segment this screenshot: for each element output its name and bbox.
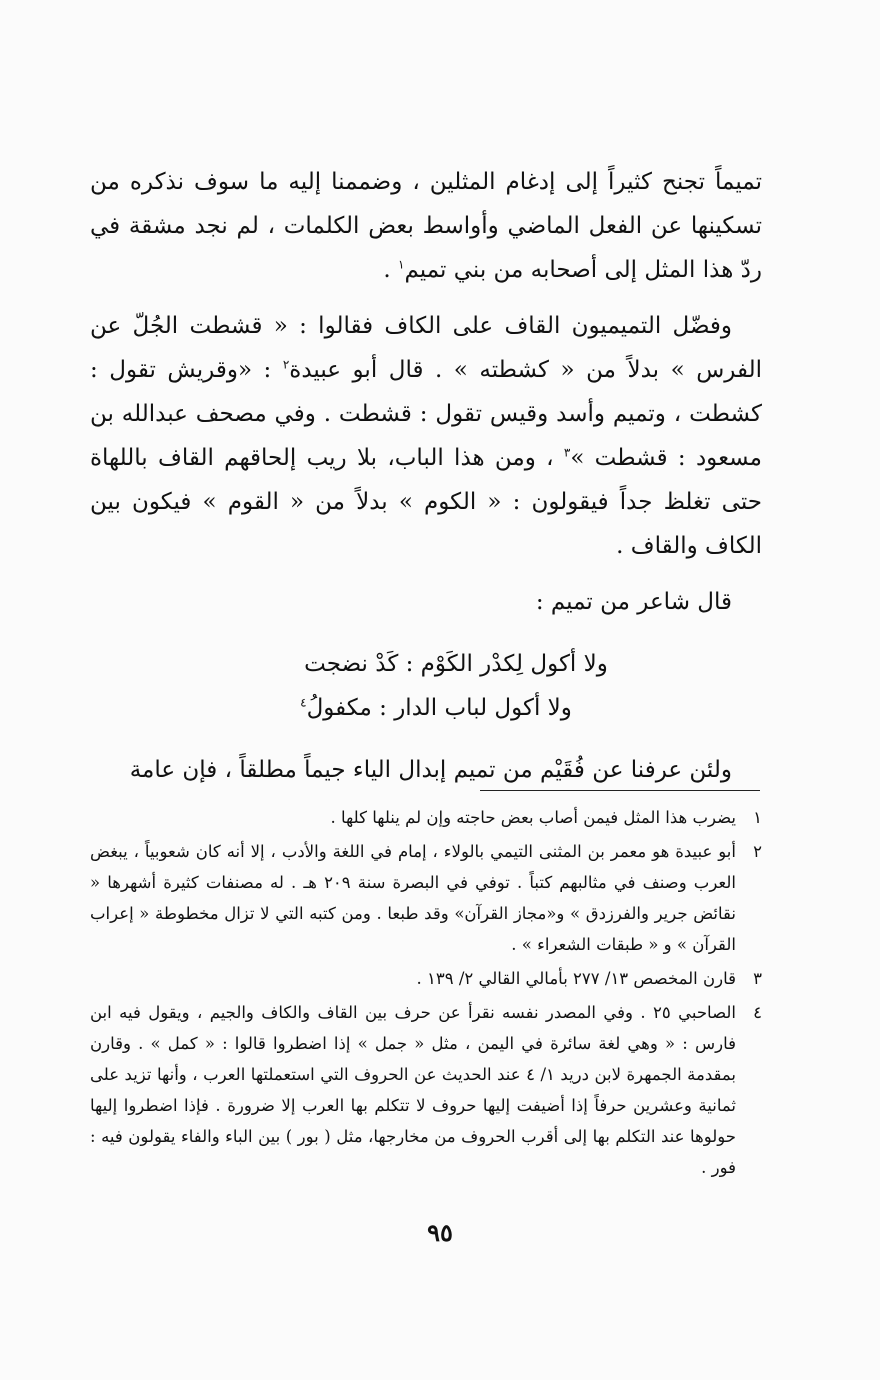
verse-line-1: ولا أكول لِكدْر الكَوْم : كَدْ نضجت: [304, 651, 608, 677]
footnote-number: ٤: [753, 1003, 762, 1022]
paragraph-2: وفضّل التميميون القاف على الكاف فقالوا : « قشطت الجُلّ عن الفرس » بدلاً من « كشطته » . قال أبو عبيدة$^٢$ : «وقريش تقول : كشطت ، وتميم وأسد وقيس تقول : قشطت . وفي مصحف عبدالله بن مسعود : قشطت »$^٣$ ، ومن هذا الباب، بلا ريب إلحاقهم القاف باللهاة حتى تغلظ جداً فيقولون : « الكوم » بدلاً من « القوم » فيكون بين الكاف والقاف .: [90, 313, 763, 559]
paragraph-1: تميماً تجنح كثيراً إلى إدغام المثلين ، وضممنا إليه ما سوف نذكره من تسكينها عن الفعل الماضي وأواسط بعض الكلمات ، لم نجد مشقة في ردّ هذا المثل إلى أصحابه من بني تميم$^١$ .: [90, 169, 762, 283]
footnote: [90, 802, 762, 833]
footnote-ref-3: ٣: [563, 445, 571, 460]
footnotes: [90, 802, 762, 1186]
footnote-ref-4: ٤: [300, 695, 307, 710]
paragraph-3: ولئن عرفنا عن فُقَيْم من تميم إبدال الياء جيماً مطلقاً ، فإن عامة: [129, 757, 732, 783]
footnote-number: ٣: [753, 969, 762, 988]
footnote-text: الصاحبي ٢٥ . وفي المصدر نفسه نقرأ عن حرف بين القاف والكاف والجيم ، ويقول فيه ابن فارس : « وهي لغة سائرة في اليمن ، مثل « جمل » إذا اضطروا قالوا : « كمل » . وقارن بمقدمة الجمهرة لابن دريد ١/ ٤ عند الحديث عن الحروف التي استعملتها العرب ، وأنها تزيد على ثمانية وعشرين حرفاً إذا أضيفت إليها حروف لا تتكلم بها العرب إلا ضرورة . فإذا اضطروا إليها حولوها عند التكلم بها إلى أقرب الحروف من مخارجها، مثل ( بور ) بين الباء والفاء يقولون فيه : فور .: [90, 1003, 737, 1177]
footnote-text: يضرب هذا المثل فيمن أصاب بعض حاجته وإن لم ينلها كلها .: [330, 808, 736, 827]
footnote-number: ١: [753, 808, 762, 827]
footnote: [90, 963, 762, 994]
footnote-number: ٢: [753, 842, 762, 861]
poem-verse: [90, 642, 762, 730]
main-text: [90, 160, 762, 804]
footnote-ref-1: ١: [398, 257, 405, 272]
verse-intro: قال شاعر من تميم :: [535, 589, 732, 615]
footnote-separator: [480, 790, 760, 791]
page-number: ٩٥: [427, 1218, 453, 1247]
verse-line-2: ولا أكول لباب الدار : مكفولُ$^٤$: [300, 695, 572, 721]
footnote-text: قارن المخصص ١٣/ ٢٧٧ بأمالي القالي ٢/ ١٣٩ .: [416, 969, 736, 988]
footnote-ref-2: ٢: [282, 357, 290, 372]
footnote: [90, 836, 762, 960]
footnote-text: أبو عبيدة هو معمر بن المثنى التيمي بالولاء ، إمام في اللغة والأدب ، إلا أنه كان شعوبياً ، يبغض العرب وصنف في مثالبهم كتباً . توفي في البصرة سنة ٢٠٩ هـ . له مصنفات كثيرة أشهرها « نقائض جرير والفرزدق » و«مجاز القرآن» وقد طبعا . ومن كتبه التي لا تزال مخطوطة « إعراب القرآن » و « طبقات الشعراء » .: [90, 842, 736, 954]
footnote: [90, 997, 762, 1183]
